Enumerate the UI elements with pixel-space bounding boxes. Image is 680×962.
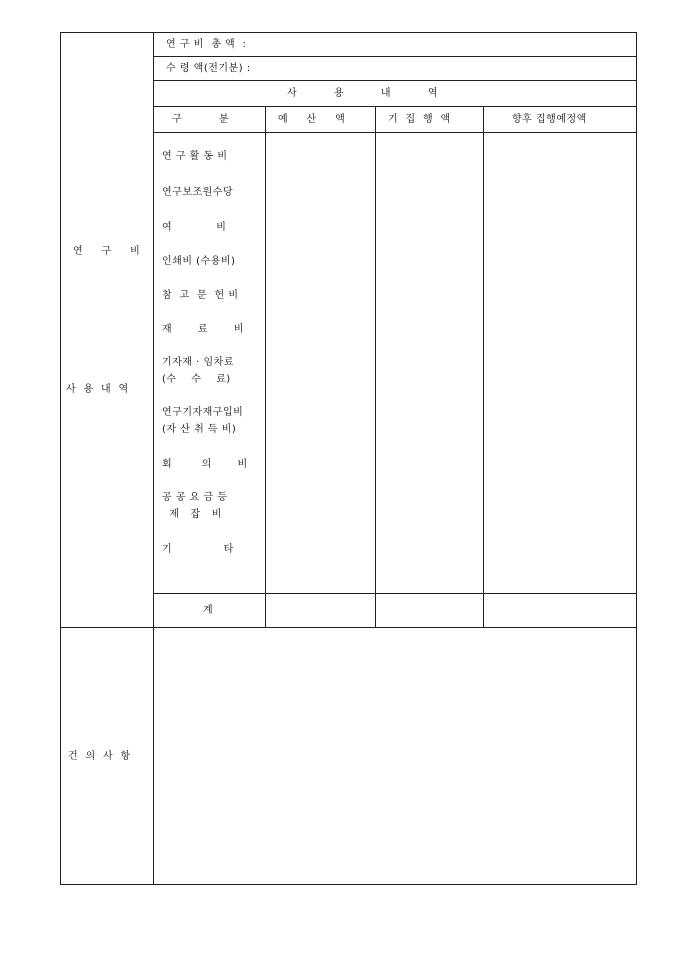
header-line-1 [153, 56, 637, 57]
row-label-utilities-sub: 제 잡 비 [162, 509, 222, 520]
row-label-equipment-purchase: 연구기자재구입비 [162, 407, 244, 418]
row-label-meeting: 회 의 비 [162, 459, 248, 470]
row-label-references: 참 고 문 헌 비 [162, 290, 239, 301]
usage-details-label: 사 용 내 역 [66, 384, 129, 395]
left-column-divider [153, 32, 154, 885]
table-bottom-border [60, 884, 637, 885]
header-line-3 [153, 106, 637, 107]
row-label-assistant: 연구보조원수당 [162, 187, 234, 198]
column-divider-3 [483, 106, 484, 628]
table-left-border [60, 32, 61, 885]
row-label-equipment-rental-sub: (수 수 료) [162, 374, 231, 385]
table-right-border [636, 32, 637, 885]
column-divider-2 [375, 106, 376, 628]
total-research-fund-label: 연 구 비 총 액 : [166, 39, 247, 50]
row-label-other: 기 타 [162, 544, 234, 555]
total-row-label: 계 [203, 605, 214, 616]
column-header-planned: 향후 집행예정액 [512, 114, 587, 125]
received-amount-label: 수 령 액(전기분) : [166, 63, 251, 74]
table-top-border [60, 32, 637, 33]
column-header-executed: 기 집 행 액 [388, 114, 451, 125]
row-label-materials: 재 료 비 [162, 324, 244, 335]
usage-details-title: 사 용 내 역 [287, 88, 439, 99]
total-row-top [153, 593, 637, 594]
section-divider [60, 627, 637, 628]
column-header-budget: 예 산 액 [278, 114, 346, 125]
header-line-2 [153, 80, 637, 81]
row-label-travel: 여 비 [162, 222, 227, 233]
remarks-label: 건 의 사 항 [68, 751, 131, 762]
row-label-printing: 인쇄비 (수용비) [162, 256, 236, 267]
column-header-category: 구 분 [172, 114, 230, 125]
row-label-utilities: 공 공 요 금 등 [162, 492, 228, 503]
row-label-equipment-purchase-sub: (자 산 취 득 비) [162, 424, 237, 435]
row-label-equipment-rental: 기자재 · 임차료 [162, 357, 234, 368]
column-header-bottom [153, 132, 637, 133]
research-fund-label: 연 구 비 [73, 246, 141, 257]
row-label-activity: 연 구 활 동 비 [162, 151, 228, 162]
column-divider-1 [265, 106, 266, 628]
